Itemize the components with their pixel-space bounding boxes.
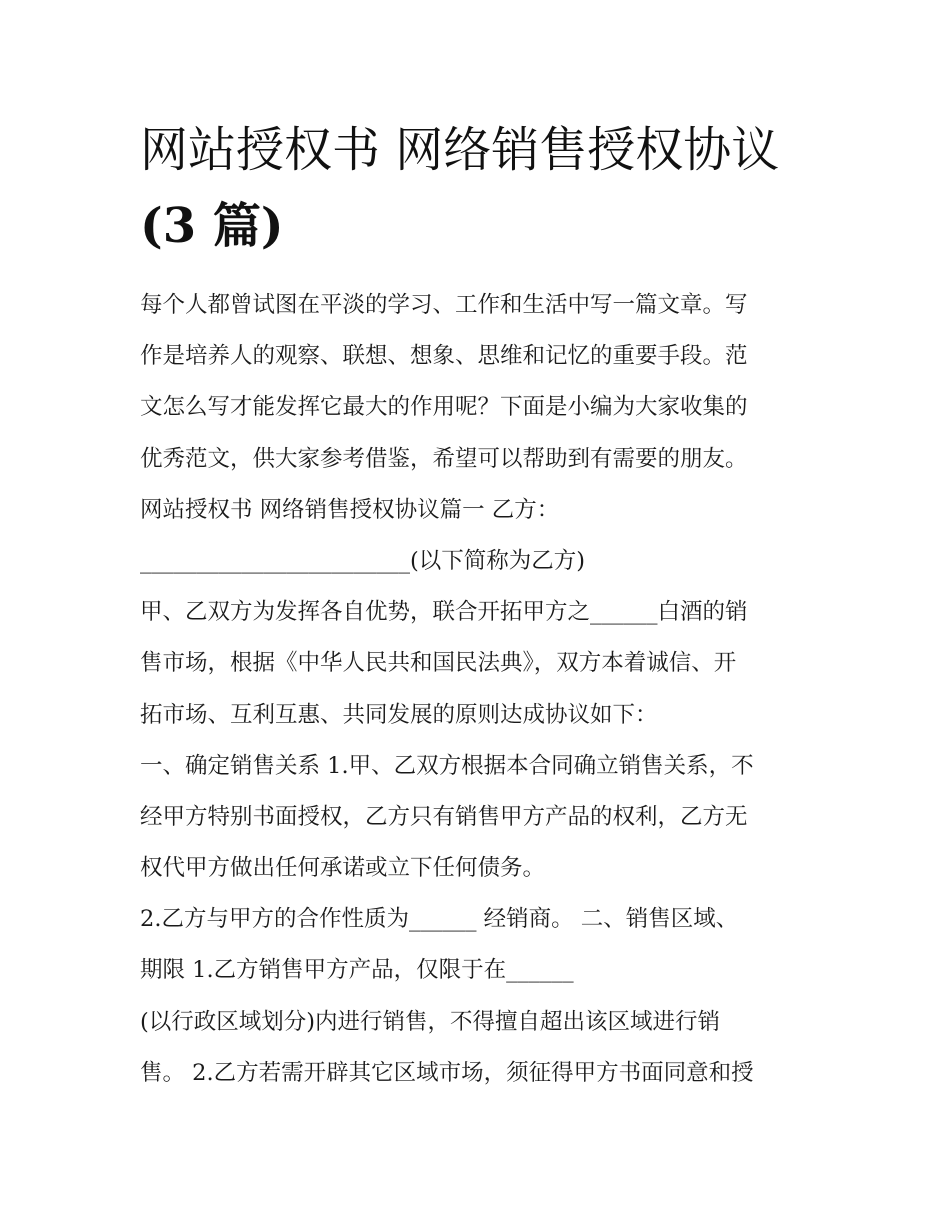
title-line-2: (3 篇) [140, 198, 284, 254]
body-line: 售市场，根据《中华人民共和国民法典》，双方本着诚信、开 [140, 650, 737, 677]
body-line: 权代甲方做出任何承诺或立下任何债务。 [140, 855, 546, 882]
title-line-1: 网站授权书 网络销售授权协议 [140, 122, 780, 178]
body-line: 每个人都曾试图在平淡的学习、工作和生活中写一篇文章。写 [140, 292, 748, 318]
body-line: 甲、乙双方为发挥各自优势，联合开拓甲方之______白酒的销 [140, 599, 748, 626]
body-line: 优秀范文，供大家参考借鉴，希望可以帮助到有需要的朋友。 [140, 445, 748, 472]
body-line: 售。 2.乙方若需开辟其它区域市场，须征得甲方书面同意和授 [140, 1059, 754, 1086]
document-title [140, 112, 820, 264]
document-body [140, 280, 830, 1099]
body-line: ________________________(以下简称为乙方) [140, 547, 586, 574]
body-line: 一、确定销售关系 1.甲、乙双方根据本合同确立销售关系，不 [140, 752, 754, 779]
body-line: 期限 1.乙方销售甲方产品，仅限于在______ [140, 957, 574, 984]
body-line: 经甲方特别书面授权，乙方只有销售甲方产品的权利，乙方无 [140, 803, 748, 830]
body-line: 作是培养人的观察、联想、想象、思维和记忆的重要手段。范 [140, 343, 748, 370]
body-line: 网站授权书 网络销售授权协议篇一 乙方： [140, 496, 560, 523]
body-line: 文怎么写才能发挥它最大的作用呢？下面是小编为大家收集的 [140, 394, 748, 421]
body-line: (以行政区域划分)内进行销售，不得擅自超出该区域进行销 [140, 1008, 721, 1035]
body-line: 2.乙方与甲方的合作性质为______ 经销商。 二、销售区域、 [140, 906, 739, 933]
body-line: 拓市场、互利互惠、共同发展的原则达成协议如下： [140, 701, 658, 728]
